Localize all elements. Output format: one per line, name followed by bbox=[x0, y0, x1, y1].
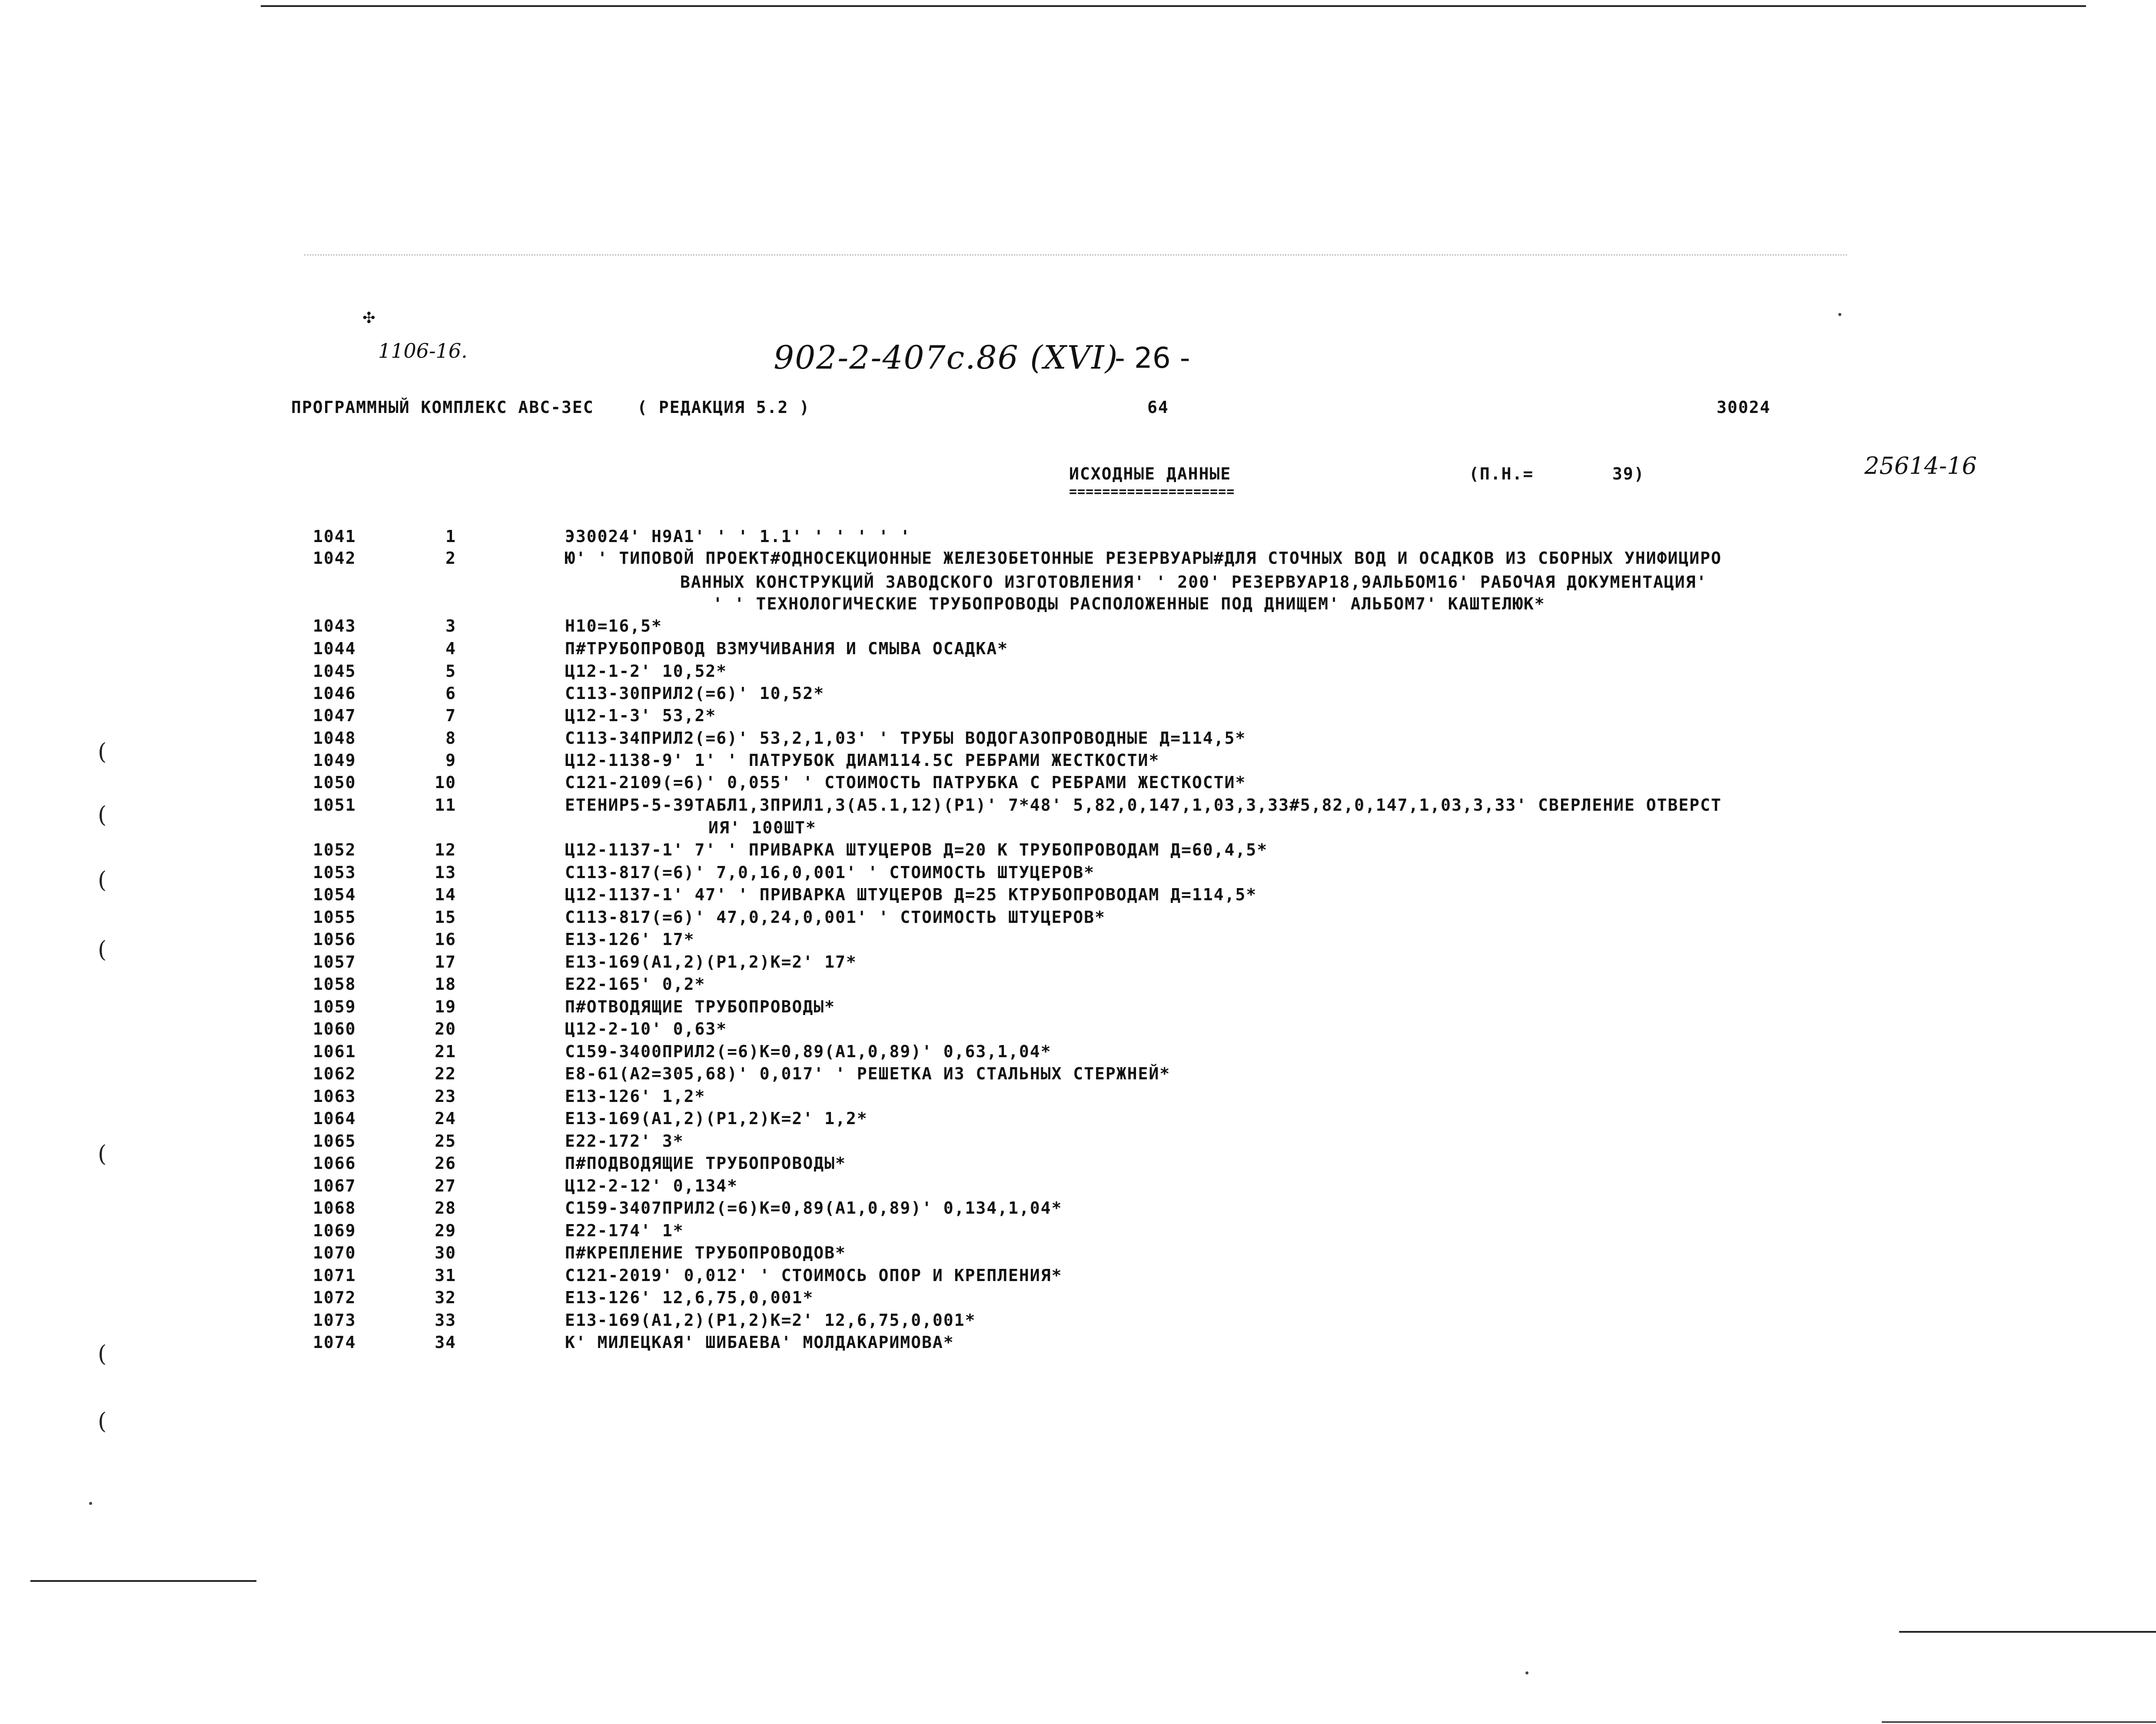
binding-mark: ( bbox=[98, 1141, 107, 1167]
scan-edge-line bbox=[1899, 1631, 2156, 1633]
record-text: Ц12-1137-1' 7' ' ПРИВАРКА ШТУЦЕРОВ Д=20 К ТРУБОПРОВОДАМ Д=60,4,5* bbox=[565, 840, 1268, 859]
sequence-number: 10 bbox=[435, 773, 456, 792]
record-number: 1071 bbox=[313, 1266, 356, 1285]
record-number: 1055 bbox=[313, 908, 356, 927]
sequence-number: 33 bbox=[435, 1311, 456, 1330]
record-text: С113-817(=6)' 7,0,16,0,001' ' СТОИМОСТЬ ШТУЦЕРОВ* bbox=[565, 863, 1095, 882]
sequence-number: 25 bbox=[435, 1132, 456, 1151]
binding-mark: ( bbox=[98, 802, 107, 828]
record-number: 1070 bbox=[313, 1243, 356, 1262]
sequence-number: 6 bbox=[445, 684, 456, 703]
document-code: 902-2-407с.86 (XVI) bbox=[774, 339, 1119, 376]
record-text: Ц12-1137-1' 47' ' ПРИВАРКА ШТУЦЕРОВ Д=25 КТРУБОПРОВОДАМ Д=114,5* bbox=[565, 885, 1257, 904]
listing-row bbox=[0, 975, 2043, 996]
record-number: 1048 bbox=[313, 729, 356, 748]
record-text: Е13-169(А1,2)(Р1,2)К=2' 17* bbox=[565, 952, 857, 972]
sequence-number: 19 bbox=[435, 997, 456, 1016]
listing-row bbox=[0, 616, 2043, 638]
record-text: П#ПОДВОДЯЩИЕ ТРУБОПРОВОДЫ* bbox=[565, 1154, 846, 1173]
record-text: Ц12-1-2' 10,52* bbox=[565, 662, 728, 681]
listing-row bbox=[0, 1019, 2043, 1041]
record-number: 1044 bbox=[313, 639, 356, 658]
record-text: П#КРЕПЛЕНИЕ ТРУБОПРОВОДОВ* bbox=[565, 1243, 846, 1262]
record-number: 1069 bbox=[313, 1221, 356, 1240]
record-text: Е13-126' 17* bbox=[565, 930, 695, 949]
record-continuation: ИЯ' 100ШТ* bbox=[708, 818, 817, 837]
handwritten-code-left: 1106-16. bbox=[378, 339, 468, 363]
sequence-number: 16 bbox=[435, 930, 456, 949]
record-text: Ц12-1-3' 53,2* bbox=[565, 706, 717, 725]
record-text: Ц12-2-10' 0,63* bbox=[565, 1019, 728, 1038]
pin-mark-icon: ✣ bbox=[363, 304, 375, 328]
listing-row bbox=[0, 549, 2043, 570]
record-text: С121-2019' 0,012' ' СТОИМОСЬ ОПОР И КРЕПЛЕНИЯ* bbox=[565, 1266, 1063, 1285]
listing-row bbox=[0, 1042, 2043, 1064]
binding-mark: ( bbox=[98, 739, 107, 765]
sequence-number: 21 bbox=[435, 1042, 456, 1061]
record-number: 1052 bbox=[313, 840, 356, 859]
sequence-number: 22 bbox=[435, 1064, 456, 1083]
record-text: С159-3407ПРИЛ2(=6)К=0,89(А1,0,89)' 0,134,1,04* bbox=[565, 1198, 1063, 1218]
record-number: 1059 bbox=[313, 997, 356, 1016]
listing-row bbox=[0, 1109, 2043, 1131]
record-number: 1057 bbox=[313, 952, 356, 972]
record-number: 1072 bbox=[313, 1288, 356, 1307]
record-text: С113-30ПРИЛ2(=6)' 10,52* bbox=[565, 684, 825, 703]
listing-row bbox=[0, 840, 2043, 862]
scan-speck bbox=[1525, 1671, 1528, 1674]
listing-row bbox=[0, 729, 2043, 750]
record-text: С113-34ПРИЛ2(=6)' 53,2,1,03' ' ТРУБЫ ВОДОГАЗОПРОВОДНЫЕ Д=114,5* bbox=[565, 729, 1246, 748]
sequence-number: 3 bbox=[445, 616, 456, 636]
listing-row bbox=[0, 1132, 2043, 1153]
record-number: 1043 bbox=[313, 616, 356, 636]
scan-edge-line bbox=[261, 5, 2086, 7]
scan-dotted-line bbox=[304, 254, 1847, 256]
record-number: 1064 bbox=[313, 1109, 356, 1128]
record-text: Е22-172' 3* bbox=[565, 1132, 684, 1151]
listing-row bbox=[0, 1311, 2043, 1332]
record-text: Ц12-2-12' 0,134* bbox=[565, 1176, 738, 1195]
record-text: С159-3400ПРИЛ2(=6)К=0,89(А1,0,89)' 0,63,1,04* bbox=[565, 1042, 1052, 1061]
sequence-number: 26 bbox=[435, 1154, 456, 1173]
listing-row bbox=[0, 1243, 2043, 1265]
sequence-number: 30 bbox=[435, 1243, 456, 1262]
header-code-64: 64 bbox=[1147, 398, 1169, 417]
binding-mark: ( bbox=[98, 867, 107, 893]
sequence-number: 29 bbox=[435, 1221, 456, 1240]
record-text: Н10=16,5* bbox=[565, 616, 662, 636]
listing-row bbox=[0, 1087, 2043, 1108]
sequence-number: 27 bbox=[435, 1176, 456, 1195]
listing-row bbox=[0, 885, 2043, 907]
record-number: 1050 bbox=[313, 773, 356, 792]
record-number: 1062 bbox=[313, 1064, 356, 1083]
record-number: 1049 bbox=[313, 751, 356, 770]
listing-row bbox=[0, 997, 2043, 1019]
sequence-number: 14 bbox=[435, 885, 456, 904]
binding-mark: ( bbox=[98, 1408, 107, 1434]
binding-mark: ( bbox=[98, 937, 107, 963]
record-continuation: ВАННЫХ КОНСТРУКЦИЙ ЗАВОДСКОГО ИЗГОТОВЛЕНИЯ' ' 200' РЕЗЕРВУАР18,9АЛЬБОМ16' РАБОЧАЯ ДОКУМЕНТАЦИЯ' bbox=[680, 572, 1708, 592]
record-number: 1054 bbox=[313, 885, 356, 904]
sequence-number: 20 bbox=[435, 1019, 456, 1038]
listing-row bbox=[0, 795, 2043, 817]
listing-row bbox=[0, 684, 2043, 706]
program-header: ПРОГРАММНЫЙ КОМПЛЕКС АВС-ЗЕС ( РЕДАКЦИЯ 5.2 ) bbox=[291, 398, 811, 417]
listing-row bbox=[0, 1333, 2043, 1355]
sequence-number: 32 bbox=[435, 1288, 456, 1307]
sequence-number: 1 bbox=[445, 527, 456, 546]
header-code-30024: 30024 bbox=[1717, 398, 1771, 417]
record-text: П#ТРУБОПРОВОД ВЗМУЧИВАНИЯ И СМЫВА ОСАДКА* bbox=[565, 639, 1008, 658]
listing-row bbox=[0, 952, 2043, 974]
listing-row bbox=[0, 908, 2043, 929]
sequence-number: 31 bbox=[435, 1266, 456, 1285]
record-number: 1068 bbox=[313, 1198, 356, 1218]
listing-row bbox=[0, 863, 2043, 885]
record-text: С113-817(=6)' 47,0,24,0,001' ' СТОИМОСТЬ ШТУЦЕРОВ* bbox=[565, 908, 1106, 927]
sequence-number: 23 bbox=[435, 1087, 456, 1106]
listing-row bbox=[0, 773, 2043, 795]
listing-row bbox=[0, 1154, 2043, 1175]
record-text: Е13-169(А1,2)(Р1,2)К=2' 1,2* bbox=[565, 1109, 868, 1128]
sequence-number: 18 bbox=[435, 975, 456, 994]
record-text: Е13-126' 1,2* bbox=[565, 1087, 706, 1106]
record-number: 1056 bbox=[313, 930, 356, 949]
record-number: 1042 bbox=[313, 549, 356, 568]
record-text: П#ОТВОДЯЩИЕ ТРУБОПРОВОДЫ* bbox=[565, 997, 835, 1016]
record-number: 1051 bbox=[313, 795, 356, 815]
record-text: К' МИЛЕЦКАЯ' ШИБАЕВА' МОЛДАКАРИМОВА* bbox=[565, 1333, 954, 1352]
record-text: ЕТЕНИР5-5-39ТАБЛ1,3ПРИЛ1,3(А5.1,12)(Р1)' 7*48' 5,82,0,147,1,03,3,33#5,82,0,147,1,03,3,33' СВЕРЛЕНИЕ ОТВЕРСТ bbox=[565, 795, 1722, 815]
record-number: 1067 bbox=[313, 1176, 356, 1195]
sequence-number: 8 bbox=[445, 729, 456, 748]
record-number: 1074 bbox=[313, 1333, 356, 1352]
sequence-number: 15 bbox=[435, 908, 456, 927]
record-text: Е8-61(А2=305,68)' 0,017' ' РЕШЕТКА ИЗ СТАЛЬНЫХ СТЕРЖНЕЙ* bbox=[565, 1064, 1171, 1083]
record-number: 1058 bbox=[313, 975, 356, 994]
sequence-number: 9 bbox=[445, 751, 456, 770]
listing-row bbox=[0, 1176, 2043, 1198]
record-number: 1063 bbox=[313, 1087, 356, 1106]
listing-row bbox=[0, 1198, 2043, 1220]
record-number: 1046 bbox=[313, 684, 356, 703]
sequence-number: 11 bbox=[435, 795, 456, 815]
record-text: Ц12-1138-9' 1' ' ПАТРУБОК ДИАМ114.5С РЕБРАМИ ЖЕСТКОСТИ* bbox=[565, 751, 1160, 770]
scan-speck bbox=[89, 1502, 92, 1505]
record-text: С121-2109(=6)' 0,055' ' СТОИМОСТЬ ПАТРУБКА С РЕБРАМИ ЖЕСТКОСТИ* bbox=[565, 773, 1246, 792]
record-number: 1061 bbox=[313, 1042, 356, 1061]
record-text: Э30024' Н9А1' ' ' 1.1' ' ' ' ' ' bbox=[565, 527, 911, 546]
scan-edge-line bbox=[1882, 1721, 2156, 1723]
sequence-number: 5 bbox=[445, 662, 456, 681]
listing-row bbox=[0, 1266, 2043, 1288]
record-number: 1053 bbox=[313, 863, 356, 882]
handwritten-code-right: 25614-16 bbox=[1864, 452, 1977, 479]
listing-row bbox=[0, 930, 2043, 952]
listing-row bbox=[0, 1221, 2043, 1243]
sequence-number: 2 bbox=[445, 549, 456, 568]
sequence-number: 7 bbox=[445, 706, 456, 725]
record-text: Е22-174' 1* bbox=[565, 1221, 684, 1240]
record-number: 1047 bbox=[313, 706, 356, 725]
sequence-number: 12 bbox=[435, 840, 456, 859]
record-number: 1060 bbox=[313, 1019, 356, 1038]
sequence-number: 4 bbox=[445, 639, 456, 658]
record-number: 1073 bbox=[313, 1311, 356, 1330]
record-text: Е13-126' 12,6,75,0,001* bbox=[565, 1288, 814, 1307]
sequence-number: 13 bbox=[435, 863, 456, 882]
pn-label: (П.Н.= bbox=[1469, 464, 1534, 483]
scan-speck bbox=[1838, 313, 1841, 316]
sequence-number: 17 bbox=[435, 952, 456, 972]
pn-value: 39) bbox=[1612, 464, 1645, 483]
listing-row bbox=[0, 1288, 2043, 1310]
page-number: - 26 - bbox=[1115, 341, 1190, 375]
listing-row bbox=[0, 662, 2043, 683]
sequence-number: 28 bbox=[435, 1198, 456, 1218]
listing-row bbox=[0, 527, 2043, 549]
listing-row bbox=[0, 1064, 2043, 1086]
listing-row bbox=[0, 706, 2043, 728]
sequence-number: 34 bbox=[435, 1333, 456, 1352]
listing-row bbox=[0, 751, 2043, 772]
section-title: ИСХОДНЫЕ ДАННЫЕ bbox=[1069, 464, 1232, 483]
record-text: Е13-169(А1,2)(Р1,2)К=2' 12,6,75,0,001* bbox=[565, 1311, 976, 1330]
record-number: 1066 bbox=[313, 1154, 356, 1173]
section-underline: ==================== bbox=[1069, 484, 1235, 499]
record-continuation: ' ' ТЕХНОЛОГИЧЕСКИЕ ТРУБОПРОВОДЫ РАСПОЛОЖЕННЫЕ ПОД ДНИЩЕМ' АЛЬБОМ7' КАШТЕЛЮК* bbox=[713, 594, 1545, 613]
scan-edge-line bbox=[30, 1580, 256, 1582]
record-number: 1065 bbox=[313, 1132, 356, 1151]
listing-row bbox=[0, 639, 2043, 661]
sequence-number: 24 bbox=[435, 1109, 456, 1128]
binding-mark: ( bbox=[98, 1341, 107, 1367]
record-text: Ю' ' ТИПОВОЙ ПРОЕКТ#ОДНОСЕКЦИОННЫЕ ЖЕЛЕЗОБЕТОННЫЕ РЕЗЕРВУАРЫ#ДЛЯ СТОЧНЫХ ВОД И ОСАДКОВ ИЗ СБОРНЫХ УНИФИЦИРО bbox=[565, 549, 1722, 568]
record-number: 1045 bbox=[313, 662, 356, 681]
record-number: 1041 bbox=[313, 527, 356, 546]
record-text: Е22-165' 0,2* bbox=[565, 975, 706, 994]
